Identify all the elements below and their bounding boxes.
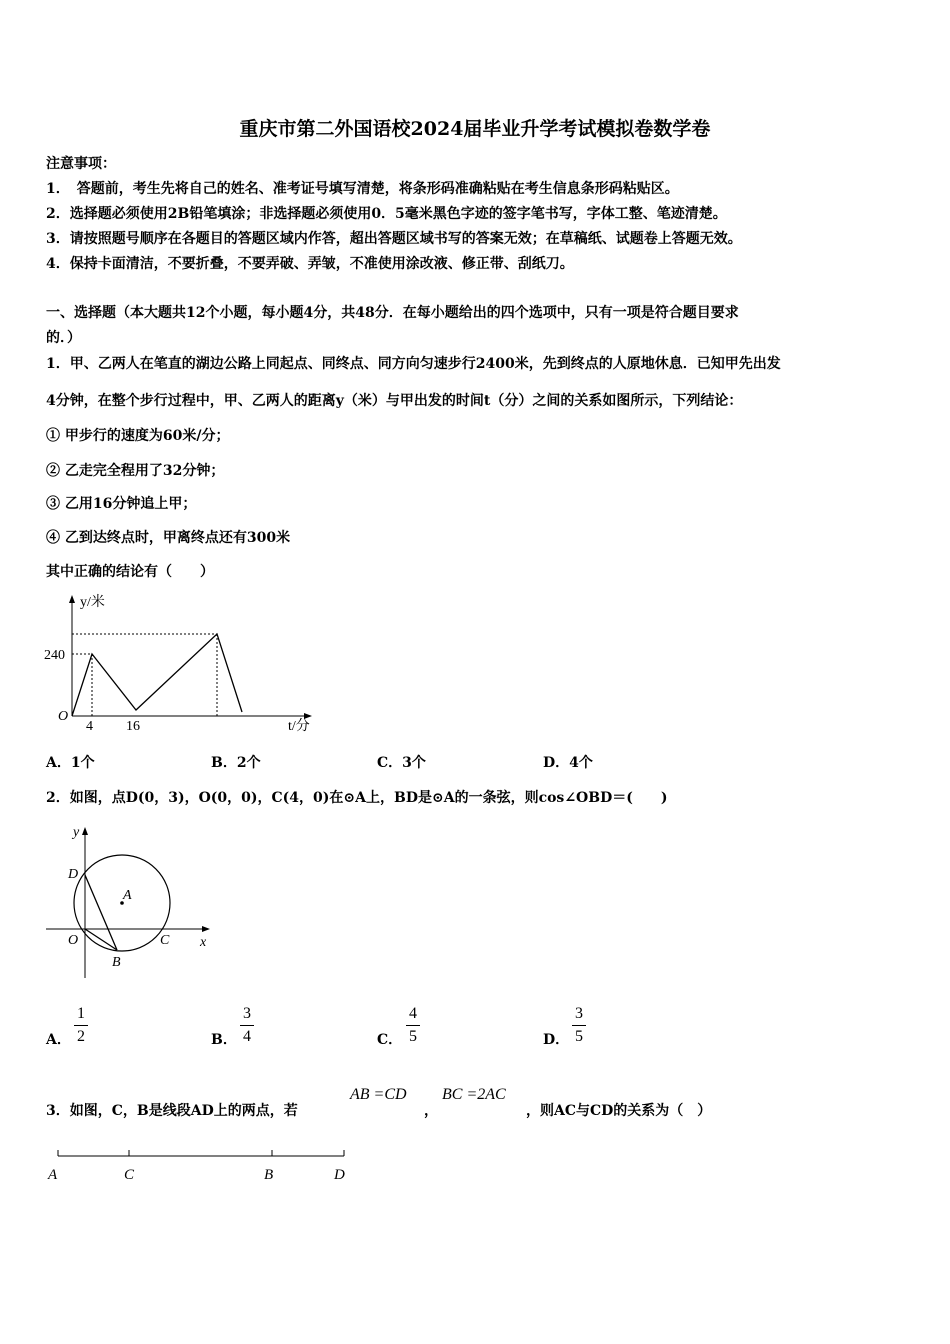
q2-option-c-letter[interactable]: C．	[377, 1032, 403, 1048]
notice-heading: 注意事项：	[46, 156, 116, 172]
q1-text: 4分钟，在整个步行过程中，甲、乙两人的距离y（米）与甲出发的时间t（分）之间的关系如图所示，下列结论：	[46, 393, 743, 409]
q1-text: 1．甲、乙两人在笔直的湖边公路上同起点、同终点、同方向匀速步行2400米，先到终点的人原地休息．已知甲先出发	[46, 356, 781, 372]
denominator: 4	[243, 1028, 251, 1045]
denominator: 2	[77, 1028, 85, 1045]
section-heading: 一、选择题（本大题共12个小题，每小题4分，共48分．在每小题给出的四个选项中，只有一项是符合题目要求	[46, 305, 739, 321]
y-axis-arrow	[82, 827, 88, 835]
q1-option-c[interactable]: C．3个	[377, 755, 426, 771]
numerator: 4	[409, 1005, 417, 1022]
point-a-label: A	[48, 1167, 58, 1183]
point-d-label: D	[68, 867, 79, 882]
q1-option-d[interactable]: D．4个	[543, 755, 593, 771]
x-tick-16: 16	[126, 719, 140, 734]
x-axis-label: t/分	[288, 719, 310, 734]
q3-segment-figure	[40, 1140, 360, 1190]
point-c-label: C	[124, 1167, 135, 1183]
fraction-bar	[572, 1025, 586, 1026]
q2-option-b-letter[interactable]: B．	[211, 1032, 237, 1048]
point-o-label: O	[68, 933, 79, 948]
q3-math-bc-2ac: BC =2AC	[442, 1086, 506, 1103]
y-label: y	[73, 825, 80, 840]
q1-option-b[interactable]: B．2个	[211, 755, 261, 771]
q3-text-suffix: ，则AC与CD的关系为（ ）	[526, 1103, 712, 1119]
q2-option-a-letter[interactable]: A．	[46, 1032, 71, 1048]
point-c-label: C	[160, 933, 170, 948]
q1-option-a[interactable]: A．1个	[46, 755, 95, 771]
q2-option-a-fraction[interactable]	[74, 1004, 88, 1047]
q3-text-prefix: 3．如图，C，B是线段AD上的两点，若	[46, 1103, 298, 1119]
y-tick-240: 240	[44, 648, 65, 663]
section-heading-cont: 的．）	[46, 330, 81, 346]
x-tick-4: 4	[86, 719, 93, 734]
page-title: 重庆市第二外国语校2024届毕业升学考试模拟卷数学卷	[239, 118, 711, 140]
q1-distance-graph	[40, 588, 330, 738]
denominator: 5	[409, 1028, 417, 1045]
point-a-label: A	[123, 888, 132, 903]
numerator: 3	[575, 1005, 583, 1022]
q2-option-b-fraction[interactable]	[240, 1004, 254, 1047]
q1-statement: ② 乙走完全程用了32分钟；	[46, 463, 225, 479]
notice-item: 1． 答题前，考生先将自己的姓名、准考证号填写清楚，将条形码准确粘贴在考生信息条形码粘贴区。	[46, 181, 679, 197]
numerator: 3	[243, 1005, 251, 1022]
notice-item: 4．保持卡面清洁，不要折叠，不要弄破、弄皱，不准使用涂改液、修正带、刮纸刀。	[46, 256, 574, 272]
q1-statement: ① 甲步行的速度为60米/分；	[46, 428, 230, 444]
point-b-label: B	[264, 1167, 274, 1183]
q2-option-d-fraction[interactable]	[572, 1004, 586, 1047]
q1-question: 其中正确的结论有（ ）	[46, 564, 214, 580]
q2-option-d-letter[interactable]: D．	[543, 1032, 570, 1048]
y-axis-label: y/米	[80, 595, 105, 610]
fraction-bar	[74, 1025, 88, 1026]
q3-comma: ，	[424, 1103, 438, 1119]
numerator: 1	[77, 1005, 85, 1022]
q2-circle-figure	[40, 820, 220, 980]
origin-label: O	[58, 709, 69, 724]
q1-statement: ④ 乙到达终点时，甲离终点还有300米	[46, 530, 291, 546]
notice-item: 2．选择题必须使用2B铅笔填涂；非选择题必须使用0．5毫米黑色字迹的签字笔书写，字体工整、笔迹清楚。	[46, 206, 727, 222]
q1-statement: ③ 乙用16分钟追上甲；	[46, 496, 197, 512]
point-b-label: B	[112, 955, 121, 970]
fraction-bar	[240, 1025, 254, 1026]
x-axis-arrow	[202, 926, 210, 932]
point-d-label: D	[334, 1167, 345, 1183]
q3-math-ab-cd: AB =CD	[350, 1086, 407, 1103]
fraction-bar	[406, 1025, 420, 1026]
denominator: 5	[575, 1028, 583, 1045]
q2-text: 2．如图，点D(0，3)，O(0，0)，C(4，0)在⊙A上，BD是⊙A的一条弦，则cos∠OBD＝( )	[46, 790, 668, 806]
x-label: x	[200, 935, 207, 950]
y-axis-arrow	[69, 595, 75, 603]
notice-item: 3．请按照题号顺序在各题目的答题区域内作答，超出答题区域书写的答案无效；在草稿纸、试题卷上答题无效。	[46, 231, 742, 247]
q2-option-c-fraction[interactable]	[406, 1004, 420, 1047]
